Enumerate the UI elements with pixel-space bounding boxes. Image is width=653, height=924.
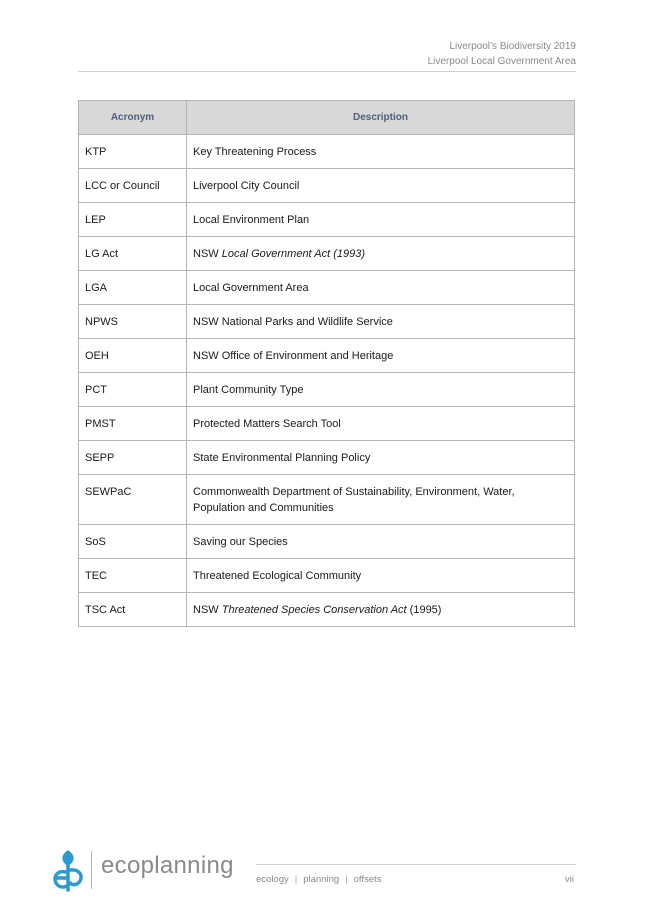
acronym-table	[78, 100, 575, 627]
page-number: vii	[565, 874, 574, 885]
table-row	[79, 525, 575, 559]
description-text: (1995)	[406, 604, 442, 616]
acronym-cell: SEPP	[79, 441, 187, 475]
acronym-cell: PMST	[79, 407, 187, 441]
description-cell	[187, 373, 575, 407]
acronym-cell: LCC or Council	[79, 169, 187, 203]
table-header-row	[79, 101, 575, 135]
tagline-separator: |	[294, 874, 298, 885]
table-row	[79, 169, 575, 203]
brand-name: ecoplanning	[101, 852, 234, 879]
description-cell	[187, 271, 575, 305]
description-cell	[187, 339, 575, 373]
description-text: Local Government Area	[193, 282, 309, 294]
acronym-cell: TEC	[79, 559, 187, 593]
description-text: Protected Matters Search Tool	[193, 418, 341, 430]
description-cell	[187, 559, 575, 593]
acronym-cell: SoS	[79, 525, 187, 559]
table-row	[79, 407, 575, 441]
description-cell	[187, 169, 575, 203]
acronym-cell: PCT	[79, 373, 187, 407]
acronym-table-body	[79, 135, 575, 627]
description-text: Threatened Ecological Community	[193, 570, 362, 582]
running-header	[428, 39, 576, 69]
leaf-logo-icon	[50, 848, 86, 892]
acronym-cell: TSC Act	[79, 593, 187, 627]
description-italic-text: Local Government Act (1993)	[221, 248, 366, 260]
header-divider	[78, 71, 576, 72]
description-cell	[187, 475, 575, 525]
tagline-ecology: ecology	[256, 874, 289, 885]
description-italic-text: Threatened Species Conservation Act	[221, 604, 407, 616]
table-row	[79, 593, 575, 627]
description-text: NSW	[193, 248, 222, 260]
description-text: NSW National Parks and Wildlife Service	[193, 316, 393, 328]
description-cell	[187, 593, 575, 627]
description-text: State Environmental Planning Policy	[193, 452, 371, 464]
table-row	[79, 237, 575, 271]
table-row	[79, 135, 575, 169]
acronym-cell: KTP	[79, 135, 187, 169]
tagline-planning: planning	[303, 874, 340, 885]
acronym-cell: LEP	[79, 203, 187, 237]
table-row	[79, 305, 575, 339]
description-cell	[187, 237, 575, 271]
acronym-cell: LG Act	[79, 237, 187, 271]
table-row	[79, 339, 575, 373]
tagline-separator: |	[345, 874, 348, 885]
description-cell	[187, 135, 575, 169]
description-text: Local Environment Plan	[193, 214, 310, 226]
description-cell	[187, 441, 575, 475]
description-cell	[187, 305, 575, 339]
description-text: Liverpool City Council	[193, 180, 300, 192]
description-text: NSW	[193, 604, 222, 616]
table-row	[79, 559, 575, 593]
tagline-offsets: offsets	[353, 874, 382, 885]
footer-tagline	[256, 874, 381, 885]
description-text: Commonwealth Department of Sustainability, Environment, Water, Population and Communities	[193, 486, 515, 514]
description-text: Key Threatening Process	[193, 146, 317, 158]
description-text: Saving our Species	[193, 536, 288, 548]
column-header-description: Description	[187, 101, 575, 135]
acronym-cell: SEWPaC	[79, 475, 187, 525]
footer-divider	[256, 864, 576, 865]
table-row	[79, 475, 575, 525]
description-cell	[187, 525, 575, 559]
description-cell	[187, 203, 575, 237]
acronym-cell: OEH	[79, 339, 187, 373]
header-title: Liverpool’s Biodiversity 2019	[449, 41, 576, 52]
table-row	[79, 203, 575, 237]
acronym-cell: LGA	[79, 271, 187, 305]
description-cell	[187, 407, 575, 441]
header-subtitle: Liverpool Local Government Area	[427, 56, 576, 67]
description-text: Plant Community Type	[193, 384, 304, 396]
column-header-acronym: Acronym	[79, 101, 187, 135]
acronym-cell: NPWS	[79, 305, 187, 339]
table-row	[79, 271, 575, 305]
description-text: NSW Office of Environment and Heritage	[193, 350, 394, 362]
table-row	[79, 373, 575, 407]
table-row	[79, 441, 575, 475]
logo-divider	[91, 851, 92, 889]
